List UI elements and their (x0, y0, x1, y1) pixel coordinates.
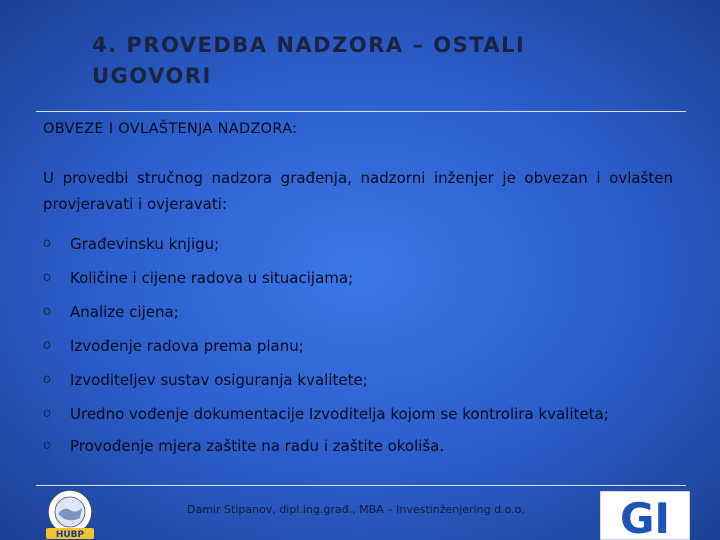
bullet-list (43, 232, 673, 468)
association-logo (34, 488, 106, 540)
footer-divider (36, 485, 686, 486)
bullet-marker-icon: o (43, 438, 51, 453)
bullet-text: Analize cijena; (70, 303, 179, 321)
title-divider (36, 111, 686, 112)
bullet-marker-icon: o (43, 338, 51, 353)
bullet-marker-icon: o (43, 406, 51, 421)
company-logo-text: GI (619, 494, 671, 540)
association-logo-text: HUBP (55, 530, 85, 540)
bullet-text: Izvođenje radova prema planu; (70, 337, 304, 355)
bullet-item (43, 300, 673, 324)
bullet-marker-icon: o (43, 372, 51, 387)
bullet-text: Uredno vođenje dokumentacije Izvoditelja kojom se kontrolira kvaliteta; (70, 405, 609, 423)
bullet-item (43, 368, 673, 392)
bullet-marker-icon: o (43, 304, 51, 319)
bullet-text: Količine i cijene radova u situacijama; (70, 269, 354, 287)
bullet-item (43, 266, 673, 290)
bullet-text: Građevinsku knjigu; (70, 235, 220, 253)
intro-paragraph: U provedbi stručnog nadzora građenja, nadzorni inženjer je obvezan i ovlašten provjeravati i ovjeravati: (43, 169, 673, 213)
bullet-marker-icon: o (43, 270, 51, 285)
bullet-text: Provođenje mjera zaštite na radu i zaštite okoliša. (70, 437, 445, 455)
footer-credit: Damir Stipanov, dipl.ing.građ., MBA – Investinženjering d.o.o. (187, 503, 525, 516)
bullet-marker-icon: o (43, 236, 51, 251)
company-logo (600, 491, 690, 540)
bullet-item (43, 334, 673, 358)
bullet-item (43, 232, 673, 256)
bullet-item (43, 402, 673, 426)
bullet-text: Izvoditeljev sustav osiguranja kvalitete; (70, 371, 368, 389)
section-heading: OBVEZE I OVLAŠTENJA NADZORA: (43, 121, 298, 137)
slide-title: 4. PROVEDBA NADZORA – OSTALI UGOVORI (92, 33, 526, 88)
bullet-item (43, 434, 673, 458)
